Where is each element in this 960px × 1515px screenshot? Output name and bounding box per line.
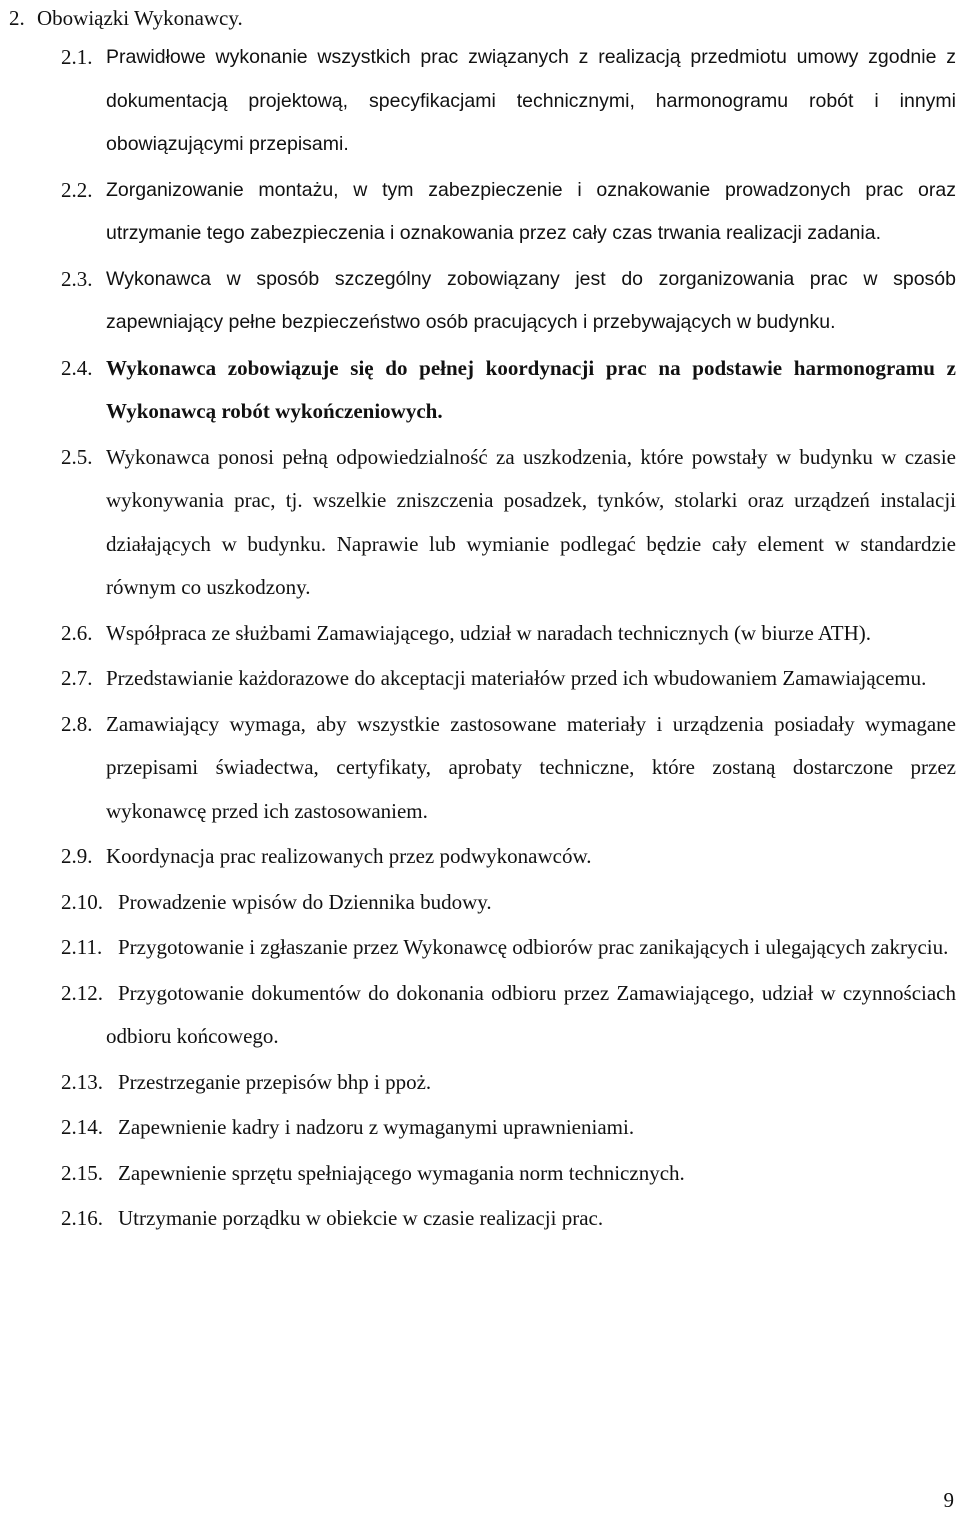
item-text: Przygotowanie dokumentów do dokonania odbioru przez Zamawiającego, udział w czynnościach odbioru końcowego. <box>106 980 956 1048</box>
item-text: Zorganizowanie montażu, w tym zabezpieczenie i oznakowanie prowadzonych prac oraz utrzymanie tego zabezpieczenia i oznakowania przez cały czas trwania realizacji zadania. <box>106 178 956 244</box>
item-number: 2.5. <box>61 444 93 469</box>
list-item-2-6 <box>0 612 960 656</box>
item-number: 2.14. <box>61 1115 103 1139</box>
item-number: 2.1. <box>61 45 93 69</box>
list-item-2-9 <box>0 835 960 879</box>
section-heading <box>9 4 243 32</box>
item-text: Przestrzeganie przepisów bhp i ppoż. <box>118 1069 432 1094</box>
item-number: 2.13. <box>61 1069 103 1094</box>
list-item-2-8 <box>0 703 960 834</box>
list-item-2-1 <box>0 36 960 167</box>
list-item-2-2 <box>0 169 960 256</box>
item-text: Wykonawca zobowiązuje się do pełnej koordynacji prac na podstawie harmonogramu z Wykonawcą robót wykończeniowych. <box>106 355 956 423</box>
item-text: Prawidłowe wykonanie wszystkich prac związanych z realizacją przedmiotu umowy zgodnie z dokumentacją projektową, specyfikacjami technicznymi, harmonogramu robót i innymi obowiązującymi przepisami. <box>106 46 956 155</box>
list-item-2-12 <box>0 972 960 1059</box>
section-title: Obowiązki Wykonawcy. <box>37 6 243 30</box>
list-item-2-16 <box>0 1197 960 1241</box>
item-number: 2.6. <box>61 620 93 645</box>
item-number: 2.8. <box>61 711 93 736</box>
list-item-2-13 <box>0 1061 960 1105</box>
item-text: Przedstawianie każdorazowe do akceptacji materiałów przed ich wbudowaniem Zamawiającemu. <box>106 666 927 690</box>
item-text: Zapewnienie sprzętu spełniającego wymagania norm technicznych. <box>118 1160 685 1185</box>
list-item-2-10 <box>0 881 960 925</box>
item-number: 2.12. <box>61 980 103 1005</box>
item-text: Prowadzenie wpisów do Dziennika budowy. <box>118 889 492 914</box>
list-item-2-3 <box>0 258 960 345</box>
item-text: Wykonawca ponosi pełną odpowiedzialność za uszkodzenia, które powstały w budynku w czasie wykonywania prac, tj. wszelkie zniszczenia posadzek, tynków, stolarki oraz urządzeń instalacji działających w budynku. Naprawie lub wymianie podlegać będzie cały element w standardzie równym co uszkodzony. <box>106 444 956 599</box>
item-text: Współpraca ze służbami Zamawiającego, udział w naradach technicznych (w biurze ATH). <box>106 620 871 645</box>
item-text: Wykonawca w sposób szczególny zobowiązany jest do zorganizowania prac w sposób zapewniający pełne bezpieczeństwo osób pracujących i przebywających w budynku. <box>106 267 956 333</box>
page-number: 9 <box>943 1488 954 1512</box>
item-number: 2.9. <box>61 844 93 868</box>
item-number: 2.11. <box>61 935 103 959</box>
item-number: 2.15. <box>61 1160 103 1185</box>
list-item-2-11 <box>0 926 960 970</box>
item-text: Koordynacja prac realizowanych przez podwykonawców. <box>106 844 592 868</box>
item-number: 2.16. <box>61 1206 103 1230</box>
item-number: 2.3. <box>61 266 93 291</box>
list-item-2-14 <box>0 1106 960 1150</box>
list-item-2-5 <box>0 436 960 610</box>
list-item-2-15 <box>0 1152 960 1196</box>
section-number: 2. <box>9 6 25 30</box>
item-number: 2.7. <box>61 666 93 690</box>
obligations-list <box>0 36 960 1243</box>
list-item-2-4 <box>0 347 960 434</box>
item-text: Utrzymanie porządku w obiekcie w czasie realizacji prac. <box>118 1206 604 1230</box>
item-text: Zapewnienie kadry i nadzoru z wymaganymi uprawnieniami. <box>118 1115 635 1139</box>
item-number: 2.2. <box>61 177 93 202</box>
list-item-2-7 <box>0 657 960 701</box>
item-number: 2.4. <box>61 355 93 380</box>
item-number: 2.10. <box>61 889 103 914</box>
item-text: Zamawiający wymaga, aby wszystkie zastosowane materiały i urządzenia posiadały wymagane przepisami świadectwa, certyfikaty, aprobaty techniczne, które zostaną dostarczone przez wykonawcę przed ich zastosowaniem. <box>106 711 956 823</box>
item-text: Przygotowanie i zgłaszanie przez Wykonawcę odbiorów prac zanikających i ulegających zakryciu. <box>118 935 949 959</box>
